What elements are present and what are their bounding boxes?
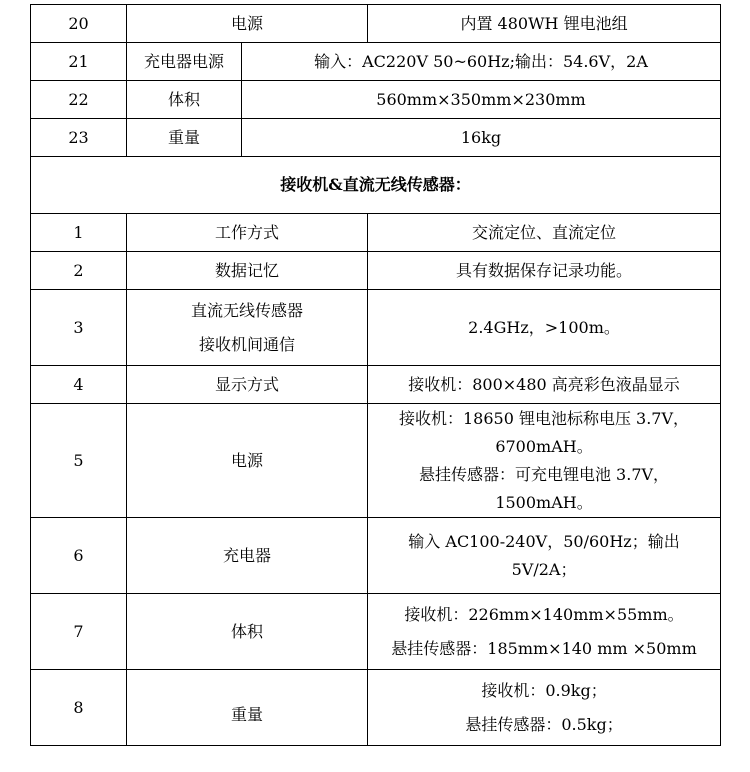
row-number: 21 (31, 43, 127, 81)
row-label-text: 重量 (231, 704, 264, 724)
row-value-line: 悬挂传感器：可充电锂电池 3.7V， (418, 464, 670, 484)
row-label (127, 290, 368, 366)
table-row (31, 594, 721, 670)
row-value (368, 518, 721, 594)
table-row (31, 81, 721, 119)
table-row (31, 43, 721, 81)
table-row (31, 5, 721, 43)
spec-table (30, 4, 721, 746)
table-row (31, 214, 721, 252)
row-value-line: 接收机：0.9kg； (481, 680, 607, 700)
table-row (31, 119, 721, 157)
row-number: 2 (31, 252, 127, 290)
row-label: 工作方式 (127, 214, 368, 252)
row-number: 8 (31, 670, 127, 746)
row-value-line: 接收机：226mm×140mm×55mm。 (404, 604, 684, 624)
row-number: 4 (31, 366, 127, 404)
row-value: 具有数据保存记录功能。 (368, 252, 721, 290)
row-number: 23 (31, 119, 127, 157)
row-value (368, 670, 721, 746)
row-label: 数据记忆 (127, 252, 368, 290)
section-header-row (31, 157, 721, 214)
row-label: 体积 (127, 81, 242, 119)
row-value-line: 悬挂传感器：185mm×140 mm ×50mm (391, 638, 697, 658)
row-number: 3 (31, 290, 127, 366)
row-label: 体积 (127, 594, 368, 670)
row-value (368, 404, 721, 518)
table-row (31, 252, 721, 290)
row-label-line: 直流无线传感器 (191, 300, 304, 320)
table-row (31, 670, 721, 746)
row-value-line: 5V/2A； (511, 559, 577, 579)
row-number: 6 (31, 518, 127, 594)
row-label: 电源 (127, 404, 368, 518)
table-row (31, 290, 721, 366)
row-value: 内置 480WH 锂电池组 (368, 5, 721, 43)
row-value-line: 输入 AC100-240V，50/60Hz；输出 (408, 531, 680, 551)
row-label (127, 670, 368, 746)
row-value: 2.4GHz，>100m。 (368, 290, 721, 366)
row-number: 20 (31, 5, 127, 43)
row-label: 显示方式 (127, 366, 368, 404)
row-value: 16kg (242, 119, 721, 157)
row-number: 1 (31, 214, 127, 252)
row-label: 电源 (127, 5, 368, 43)
row-value: 560mm×350mm×230mm (242, 81, 721, 119)
row-value-line: 接收机：18650 锂电池标称电压 3.7V， (398, 408, 690, 428)
section-title: 接收机&直流无线传感器： (31, 157, 721, 214)
row-value-line: 1500mAH。 (495, 492, 593, 512)
row-value: 交流定位、直流定位 (368, 214, 721, 252)
row-value-line: 6700mAH。 (495, 436, 593, 456)
row-label: 充电器 (127, 518, 368, 594)
row-label: 充电器电源 (127, 43, 242, 81)
row-value: 输入：AC220V 50~60Hz;输出：54.6V，2A (242, 43, 721, 81)
row-value-line: 悬挂传感器：0.5kg； (465, 714, 623, 734)
table-row (31, 404, 721, 518)
table-row (31, 366, 721, 404)
row-number: 5 (31, 404, 127, 518)
row-label-line: 接收机间通信 (199, 334, 296, 354)
row-value (368, 594, 721, 670)
table-row (31, 518, 721, 594)
row-value: 接收机：800×480 高亮彩色液晶显示 (368, 366, 721, 404)
row-number: 22 (31, 81, 127, 119)
row-number: 7 (31, 594, 127, 670)
row-label: 重量 (127, 119, 242, 157)
